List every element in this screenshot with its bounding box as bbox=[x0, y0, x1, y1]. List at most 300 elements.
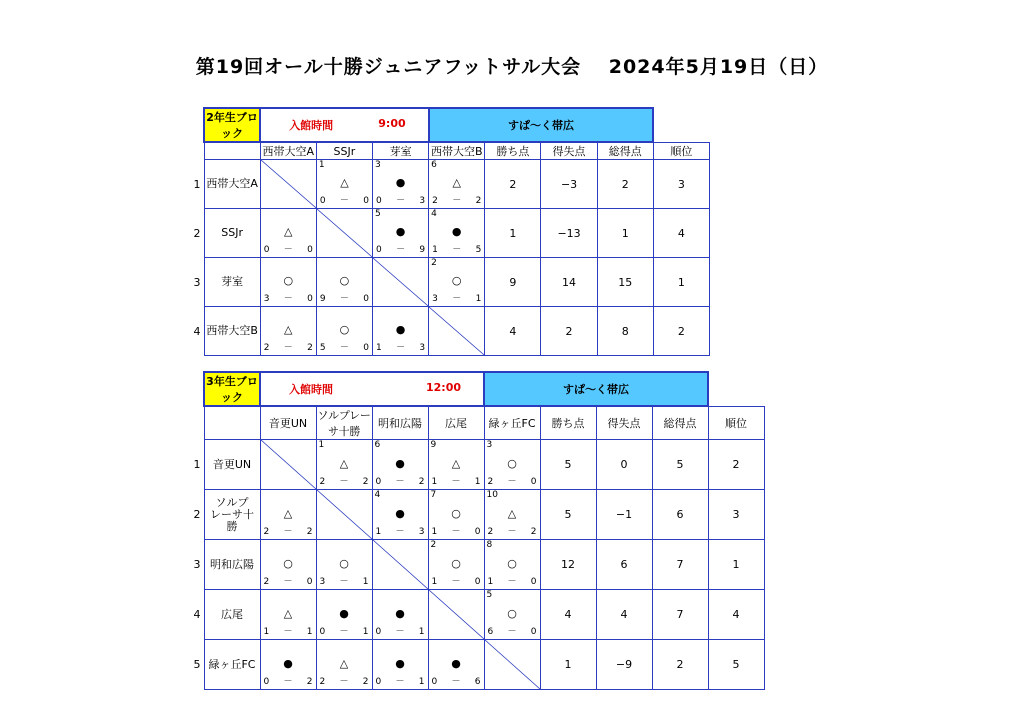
match-number: 3 bbox=[375, 160, 381, 170]
match-cell bbox=[429, 209, 485, 258]
result-mark: ● bbox=[451, 225, 462, 239]
match-number: 4 bbox=[431, 209, 437, 219]
match-cell bbox=[428, 440, 484, 490]
match-number: 3 bbox=[486, 440, 493, 450]
team-name-line: レーサ十 bbox=[210, 507, 254, 521]
score-against: 1 bbox=[418, 677, 425, 687]
score-against: 0 bbox=[307, 294, 313, 304]
score-dash: － bbox=[395, 627, 405, 637]
match-score bbox=[429, 245, 484, 255]
score-against: 0 bbox=[530, 577, 537, 587]
row-number: 4 bbox=[193, 608, 201, 621]
team-row bbox=[188, 540, 764, 590]
score-dash: － bbox=[283, 577, 293, 587]
score-against: 2 bbox=[362, 477, 369, 487]
team-row bbox=[188, 209, 710, 258]
score-against: 2 bbox=[418, 477, 425, 487]
result-mark: ○ bbox=[451, 506, 461, 520]
stat-value: 1 bbox=[485, 209, 541, 258]
score-against: 2 bbox=[530, 527, 537, 537]
score-dash: － bbox=[283, 294, 293, 304]
score-dash: － bbox=[283, 527, 293, 537]
score-for: 2 bbox=[487, 477, 494, 487]
match-number: 5 bbox=[375, 209, 381, 219]
row-team-name bbox=[204, 490, 260, 540]
match-score bbox=[485, 577, 540, 587]
result-mark: ○ bbox=[339, 556, 349, 570]
score-against: 1 bbox=[362, 577, 369, 587]
team-name-line: 西帯大空B bbox=[206, 324, 258, 337]
score-against: 1 bbox=[362, 627, 369, 637]
match-cell bbox=[428, 540, 484, 590]
block-2nen-table bbox=[188, 107, 710, 356]
match-score bbox=[261, 527, 316, 537]
result-mark: ○ bbox=[507, 606, 517, 620]
score-for: 2 bbox=[263, 343, 270, 353]
score-dash: － bbox=[283, 343, 293, 353]
score-against: 2 bbox=[306, 677, 313, 687]
row-team-name bbox=[204, 160, 260, 209]
match-cell bbox=[484, 490, 540, 540]
score-against: 1 bbox=[474, 477, 481, 487]
match-score bbox=[429, 294, 484, 304]
row-team-name bbox=[204, 258, 260, 307]
match-cell bbox=[372, 590, 428, 640]
score-dash: － bbox=[339, 477, 349, 487]
score-against: 0 bbox=[363, 343, 369, 353]
score-against: 0 bbox=[530, 477, 537, 487]
score-for: 1 bbox=[431, 527, 438, 537]
score-for: 1 bbox=[375, 527, 382, 537]
venue-label: すぱ～く帯広 bbox=[429, 108, 654, 142]
result-mark: ○ bbox=[339, 274, 350, 288]
row-number: 4 bbox=[193, 324, 201, 338]
row-team-name bbox=[204, 440, 260, 490]
score-dash: － bbox=[451, 677, 461, 687]
result-mark: △ bbox=[340, 176, 349, 190]
match-score bbox=[373, 677, 428, 687]
match-score bbox=[373, 196, 428, 206]
result-mark: ● bbox=[395, 656, 405, 670]
score-for: 0 bbox=[263, 245, 270, 255]
stat-value: 7 bbox=[652, 590, 708, 640]
column-team-header: SSJr bbox=[316, 142, 372, 160]
row-team-name bbox=[204, 640, 260, 690]
row-number: 2 bbox=[193, 226, 201, 240]
match-cell bbox=[316, 440, 372, 490]
diagonal-cell bbox=[373, 258, 429, 307]
score-dash: － bbox=[452, 245, 462, 255]
row-number: 3 bbox=[193, 558, 201, 571]
match-number: 9 bbox=[430, 440, 437, 450]
match-cell bbox=[373, 209, 429, 258]
diagonal-cell bbox=[484, 640, 540, 690]
result-mark: ○ bbox=[283, 556, 293, 570]
match-score bbox=[373, 627, 428, 637]
result-mark: △ bbox=[339, 656, 349, 670]
column-team-header: 西帯大空A bbox=[260, 142, 316, 160]
stat-value: −9 bbox=[596, 640, 652, 690]
stat-value: 1 bbox=[540, 640, 596, 690]
stat-value: 3 bbox=[708, 490, 764, 540]
match-score bbox=[261, 677, 316, 687]
score-dash: － bbox=[452, 294, 462, 304]
score-dash: － bbox=[507, 577, 517, 587]
row-team-name bbox=[204, 540, 260, 590]
result-mark: ● bbox=[395, 606, 405, 620]
result-mark: △ bbox=[451, 456, 461, 470]
stat-header: 得失点 bbox=[596, 406, 652, 440]
score-dash: － bbox=[507, 527, 517, 537]
stat-value: 5 bbox=[708, 640, 764, 690]
stat-header: 勝ち点 bbox=[540, 406, 596, 440]
score-for: 2 bbox=[319, 677, 326, 687]
result-mark: ○ bbox=[507, 456, 517, 470]
score-for: 3 bbox=[263, 294, 270, 304]
score-against: 2 bbox=[307, 343, 313, 353]
result-mark: ● bbox=[395, 323, 406, 337]
match-score bbox=[317, 196, 372, 206]
score-against: 2 bbox=[306, 527, 313, 537]
stat-value: 3 bbox=[653, 160, 709, 209]
match-score bbox=[261, 245, 316, 255]
match-cell bbox=[260, 209, 316, 258]
result-mark: ○ bbox=[451, 556, 461, 570]
score-for: 0 bbox=[319, 627, 326, 637]
stat-value: 0 bbox=[596, 440, 652, 490]
stat-header: 総得点 bbox=[652, 406, 708, 440]
match-cell bbox=[316, 307, 372, 356]
stat-value: −3 bbox=[541, 160, 597, 209]
result-mark: ● bbox=[451, 656, 461, 670]
result-mark: ○ bbox=[451, 274, 462, 288]
stat-value: 2 bbox=[485, 160, 541, 209]
stat-header: 得失点 bbox=[541, 142, 597, 160]
result-mark: △ bbox=[339, 456, 349, 470]
match-score bbox=[261, 627, 316, 637]
team-row bbox=[188, 258, 710, 307]
stat-value: 9 bbox=[485, 258, 541, 307]
match-cell bbox=[260, 540, 316, 590]
stat-value: 5 bbox=[540, 490, 596, 540]
result-mark: ● bbox=[395, 506, 405, 520]
match-cell bbox=[484, 540, 540, 590]
match-score bbox=[373, 343, 428, 353]
entry-time-label: 入館時間 bbox=[289, 119, 334, 132]
stat-value: 6 bbox=[652, 490, 708, 540]
team-row bbox=[188, 640, 764, 690]
score-dash: － bbox=[395, 477, 405, 487]
match-number: 2 bbox=[431, 258, 437, 268]
team-name-line: 芽室 bbox=[221, 275, 244, 288]
match-score bbox=[485, 527, 540, 537]
score-for: 0 bbox=[376, 245, 382, 255]
team-row bbox=[188, 490, 764, 540]
match-score bbox=[429, 527, 484, 537]
stat-value: 4 bbox=[540, 590, 596, 640]
column-team-header: 芽室 bbox=[373, 142, 429, 160]
stat-value: 1 bbox=[597, 209, 653, 258]
stat-value: 5 bbox=[540, 440, 596, 490]
match-score bbox=[317, 343, 372, 353]
match-cell bbox=[484, 590, 540, 640]
match-cell bbox=[429, 258, 485, 307]
match-number: 7 bbox=[430, 490, 437, 500]
corner-empty bbox=[204, 142, 260, 160]
match-cell bbox=[373, 160, 429, 209]
stat-value: 1 bbox=[653, 258, 709, 307]
row-number: 1 bbox=[193, 177, 201, 191]
page-title: 第19回オール十勝ジュニアフットサル大会 2024年5月19日（日） bbox=[195, 56, 829, 78]
match-cell bbox=[260, 258, 316, 307]
score-against: 1 bbox=[418, 627, 425, 637]
score-dash: － bbox=[283, 627, 293, 637]
score-dash: － bbox=[451, 527, 461, 537]
score-for: 1 bbox=[432, 245, 438, 255]
stat-value: 2 bbox=[541, 307, 597, 356]
score-for: 1 bbox=[263, 627, 270, 637]
match-cell bbox=[372, 440, 428, 490]
score-against: 5 bbox=[475, 245, 482, 255]
stat-value: 15 bbox=[597, 258, 653, 307]
team-name-line: 西帯大空A bbox=[206, 177, 258, 190]
row-team-name bbox=[204, 307, 260, 356]
column-team-header: ソルプレーサ十勝 bbox=[316, 406, 372, 440]
score-dash: － bbox=[507, 627, 517, 637]
score-for: 0 bbox=[376, 196, 382, 206]
stat-value: 4 bbox=[653, 209, 709, 258]
score-for: 2 bbox=[319, 477, 326, 487]
result-mark: △ bbox=[507, 506, 517, 520]
match-number: 10 bbox=[486, 490, 498, 500]
score-dash: － bbox=[396, 196, 406, 206]
match-score bbox=[261, 577, 316, 587]
stat-value: 2 bbox=[708, 440, 764, 490]
score-dash: － bbox=[339, 294, 349, 304]
score-for: 2 bbox=[263, 577, 270, 587]
venue-label: すぱ～く帯広 bbox=[484, 372, 708, 406]
score-for: 1 bbox=[376, 343, 382, 353]
score-against: 0 bbox=[363, 196, 369, 206]
match-number: 1 bbox=[318, 160, 325, 170]
corner-blank bbox=[188, 108, 204, 142]
match-cell bbox=[260, 590, 316, 640]
score-dash: － bbox=[283, 245, 293, 255]
match-score bbox=[261, 294, 316, 304]
team-row bbox=[188, 160, 710, 209]
match-cell bbox=[260, 640, 316, 690]
match-cell bbox=[316, 258, 372, 307]
score-against: 0 bbox=[474, 527, 481, 537]
result-mark: △ bbox=[283, 506, 293, 520]
score-for: 1 bbox=[431, 477, 438, 487]
row-number: 3 bbox=[193, 275, 201, 289]
score-for: 0 bbox=[319, 196, 326, 206]
block-3nen-table bbox=[188, 371, 765, 690]
score-dash: － bbox=[339, 343, 349, 353]
diagonal-cell bbox=[260, 440, 316, 490]
score-for: 1 bbox=[487, 577, 494, 587]
match-number: 1 bbox=[318, 440, 325, 450]
score-for: 2 bbox=[263, 527, 270, 537]
diagonal-cell bbox=[316, 490, 372, 540]
entry-time-cell bbox=[260, 372, 484, 406]
score-for: 0 bbox=[375, 627, 382, 637]
score-dash: － bbox=[283, 677, 293, 687]
match-score bbox=[317, 294, 372, 304]
score-dash: － bbox=[339, 627, 349, 637]
score-for: 2 bbox=[487, 527, 494, 537]
diagonal-cell bbox=[316, 209, 372, 258]
result-mark: ● bbox=[395, 225, 406, 239]
result-mark: △ bbox=[284, 323, 293, 337]
score-for: 0 bbox=[375, 677, 382, 687]
diagonal-cell bbox=[260, 160, 316, 209]
column-team-header: 西帯大空B bbox=[429, 142, 485, 160]
score-for: 9 bbox=[319, 294, 326, 304]
row-number: 5 bbox=[193, 658, 201, 671]
match-number: 8 bbox=[486, 540, 493, 550]
score-against: 0 bbox=[306, 577, 313, 587]
score-against: 0 bbox=[474, 577, 481, 587]
match-score bbox=[429, 577, 484, 587]
score-against: 0 bbox=[530, 627, 537, 637]
match-score bbox=[485, 477, 540, 487]
result-mark: △ bbox=[284, 225, 293, 239]
stat-value: 2 bbox=[597, 160, 653, 209]
stat-header: 勝ち点 bbox=[485, 142, 541, 160]
result-mark: △ bbox=[283, 606, 293, 620]
match-number: 6 bbox=[374, 440, 381, 450]
match-cell bbox=[428, 640, 484, 690]
score-for: 0 bbox=[431, 677, 438, 687]
stat-header: 総得点 bbox=[597, 142, 653, 160]
result-mark: ● bbox=[395, 176, 406, 190]
stat-header: 順位 bbox=[708, 406, 764, 440]
diagonal-cell bbox=[428, 590, 484, 640]
result-mark: △ bbox=[452, 176, 461, 190]
team-name-line: 広尾 bbox=[221, 607, 243, 621]
stat-value: 2 bbox=[653, 307, 709, 356]
column-team-header: 緑ヶ丘FC bbox=[484, 406, 540, 440]
score-for: 0 bbox=[263, 677, 270, 687]
match-score bbox=[373, 477, 428, 487]
stat-value: 4 bbox=[708, 590, 764, 640]
row-number: 2 bbox=[193, 508, 201, 521]
column-team-header: 音更UN bbox=[260, 406, 316, 440]
match-score bbox=[485, 627, 540, 637]
match-cell bbox=[484, 440, 540, 490]
stat-value: 6 bbox=[596, 540, 652, 590]
match-cell bbox=[429, 160, 485, 209]
diagonal-cell bbox=[429, 307, 485, 356]
entry-time-value: 12:00 bbox=[426, 381, 462, 394]
row-team-name bbox=[204, 590, 260, 640]
team-row bbox=[188, 307, 710, 356]
score-dash: － bbox=[395, 527, 405, 537]
stat-header: 順位 bbox=[653, 142, 709, 160]
result-mark: ● bbox=[339, 606, 349, 620]
stat-value: 4 bbox=[596, 590, 652, 640]
corner-blank bbox=[188, 142, 204, 160]
score-against: 9 bbox=[419, 245, 426, 255]
match-cell bbox=[372, 490, 428, 540]
match-number: 4 bbox=[374, 490, 381, 500]
score-for: 2 bbox=[432, 196, 438, 206]
score-for: 5 bbox=[319, 343, 326, 353]
stat-value: 5 bbox=[652, 440, 708, 490]
score-dash: － bbox=[339, 677, 349, 687]
score-against: 2 bbox=[362, 677, 369, 687]
score-for: 3 bbox=[432, 294, 438, 304]
score-against: 1 bbox=[475, 294, 482, 304]
result-mark: ○ bbox=[339, 323, 350, 337]
team-name-line: 明和広陽 bbox=[210, 557, 254, 571]
match-score bbox=[429, 196, 484, 206]
entry-time-label: 入館時間 bbox=[289, 383, 333, 396]
result-mark: ● bbox=[283, 656, 293, 670]
match-cell bbox=[316, 540, 372, 590]
row-team-name bbox=[204, 209, 260, 258]
block-label: 3年生ブロック bbox=[204, 372, 260, 406]
team-name-line: SSJr bbox=[221, 226, 243, 239]
corner-blank bbox=[188, 372, 204, 406]
stat-value: 7 bbox=[652, 540, 708, 590]
score-against: 0 bbox=[363, 294, 369, 304]
corner-empty bbox=[204, 406, 260, 440]
score-dash: － bbox=[452, 196, 462, 206]
column-team-header: 明和広陽 bbox=[372, 406, 428, 440]
match-score bbox=[373, 527, 428, 537]
match-cell bbox=[316, 590, 372, 640]
team-name-line: 緑ヶ丘FC bbox=[208, 657, 256, 671]
score-against: 0 bbox=[307, 245, 313, 255]
team-name-line: 音更UN bbox=[212, 457, 252, 471]
team-name-line: 勝 bbox=[226, 519, 238, 533]
team-row bbox=[188, 440, 764, 490]
score-for: 3 bbox=[319, 577, 326, 587]
corner-blank bbox=[188, 406, 204, 440]
match-number: 6 bbox=[431, 160, 437, 170]
score-for: 0 bbox=[375, 477, 382, 487]
match-cell bbox=[373, 307, 429, 356]
block-label: 2年生ブロック bbox=[204, 108, 260, 142]
entry-time-value: 9:00 bbox=[378, 117, 406, 130]
match-number: 5 bbox=[486, 590, 493, 600]
column-team-header: 広尾 bbox=[428, 406, 484, 440]
stat-value: 4 bbox=[485, 307, 541, 356]
score-dash: － bbox=[396, 245, 406, 255]
team-name-line: ソルプ bbox=[215, 495, 249, 509]
entry-time bbox=[261, 381, 483, 397]
score-dash: － bbox=[451, 477, 461, 487]
score-dash: － bbox=[396, 343, 406, 353]
match-score bbox=[429, 477, 484, 487]
match-cell bbox=[316, 160, 372, 209]
score-against: 6 bbox=[474, 677, 481, 687]
row-number: 1 bbox=[193, 458, 201, 471]
score-for: 6 bbox=[487, 627, 494, 637]
score-dash: － bbox=[339, 577, 349, 587]
match-score bbox=[261, 343, 316, 353]
score-against: 3 bbox=[418, 527, 425, 537]
score-against: 3 bbox=[419, 196, 426, 206]
stat-value: 1 bbox=[708, 540, 764, 590]
stat-value: −13 bbox=[541, 209, 597, 258]
match-cell bbox=[372, 640, 428, 690]
match-score bbox=[317, 577, 372, 587]
match-score bbox=[317, 477, 372, 487]
